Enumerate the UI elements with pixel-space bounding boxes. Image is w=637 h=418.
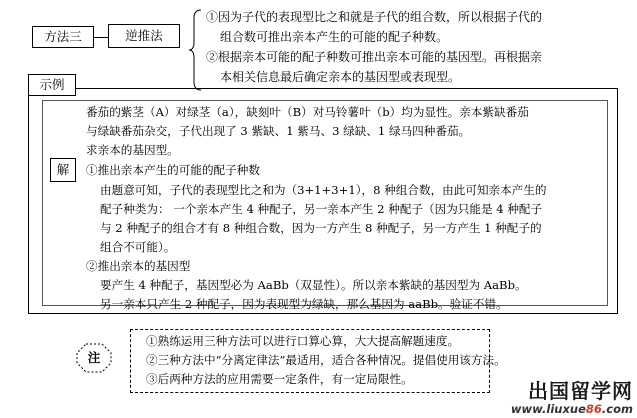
watermark-url-highlight: 86 <box>585 402 602 416</box>
watermark-title: 出国留学网 <box>528 379 633 403</box>
step1-line-1: 由题意可知，子代的表现型比之和为（3+1+3+1），8 种组合数，由此可知亲本产生的 <box>100 183 547 197</box>
method-name: 逆推法 <box>125 28 163 43</box>
example-tag <box>28 74 76 96</box>
step1-title: ①推出亲本产生的可能的配子种数 <box>86 163 260 177</box>
method-point-2b: 本相关信息最后确定亲本的基因型或表现型。 <box>220 70 461 84</box>
watermark-url-prefix: www.liuxue <box>510 402 586 416</box>
connector-line <box>94 37 108 38</box>
step1-line-4: 组合不可能）。 <box>100 240 176 254</box>
watermark-url <box>511 402 633 416</box>
left-brace-icon <box>188 8 204 92</box>
example-tag-label: 示例 <box>39 77 65 92</box>
step2-line-2: 另一亲本只产生 2 种配子，因为表现型为绿缺，那么基因为 aaBb。验证不错。 <box>100 297 508 311</box>
method-label-box <box>32 26 94 48</box>
note-line-2: ②三种方法中“分离定律法”最适用，适合各种情况。提倡使用该方法。 <box>146 353 506 367</box>
problem-line-1: 番茄的紫茎（A）对绿茎（a），缺刻叶（B）对马铃薯叶（b）均为显性。亲本紫缺番茄 <box>86 105 529 119</box>
note-tag-label: 注 <box>87 350 101 365</box>
step1-line-2: 配子种类为： 一个亲本产生 4 种配子，另一亲本产生 2 种配子（因为只能是 4 种配子 <box>100 202 543 216</box>
method-label: 方法三 <box>44 29 82 44</box>
step2-title: ②推出亲本的基因型 <box>86 259 191 273</box>
solution-tag <box>50 158 76 182</box>
site-watermark <box>511 380 633 416</box>
step2-line-1: 要产生 4 种配子，基因型必为 AaBb（双显性）。所以亲本紫缺的基因型为 AaBb。 <box>100 278 527 292</box>
watermark-url-suffix: .com <box>601 402 633 416</box>
note-tag <box>76 343 112 373</box>
solution-tag-label: 解 <box>56 162 70 177</box>
method-point-1b: 组合数可推出亲本产生的可能的配子种数。 <box>220 30 449 44</box>
step1-line-3: 与 2 种配子的组合才有 8 种组合数，因为一方产生 8 种配子，另一方产生 1 种配子的 <box>100 221 542 235</box>
problem-line-2: 与绿缺番茄杂交，子代出现了 3 紫缺、1 紫马、3 绿缺、1 绿马四种番茄。 <box>86 124 471 138</box>
note-line-3: ③后两种方法的应用需要一定条件，有一定局限性。 <box>146 372 413 386</box>
method-point-2a: ②根据亲本可能的配子种数可推出亲本可能的基因型。再根据亲 <box>206 50 543 64</box>
method-name-box <box>108 24 180 48</box>
method-point-1a: ①因为子代的表现型比之和就是子代的组合数，所以根据子代的 <box>206 10 543 24</box>
problem-line-3: 求亲本的基因型。 <box>86 143 179 157</box>
note-line-1: ①熟练运用三种方法可以进行口算心算，大大提高解题速度。 <box>146 334 460 348</box>
